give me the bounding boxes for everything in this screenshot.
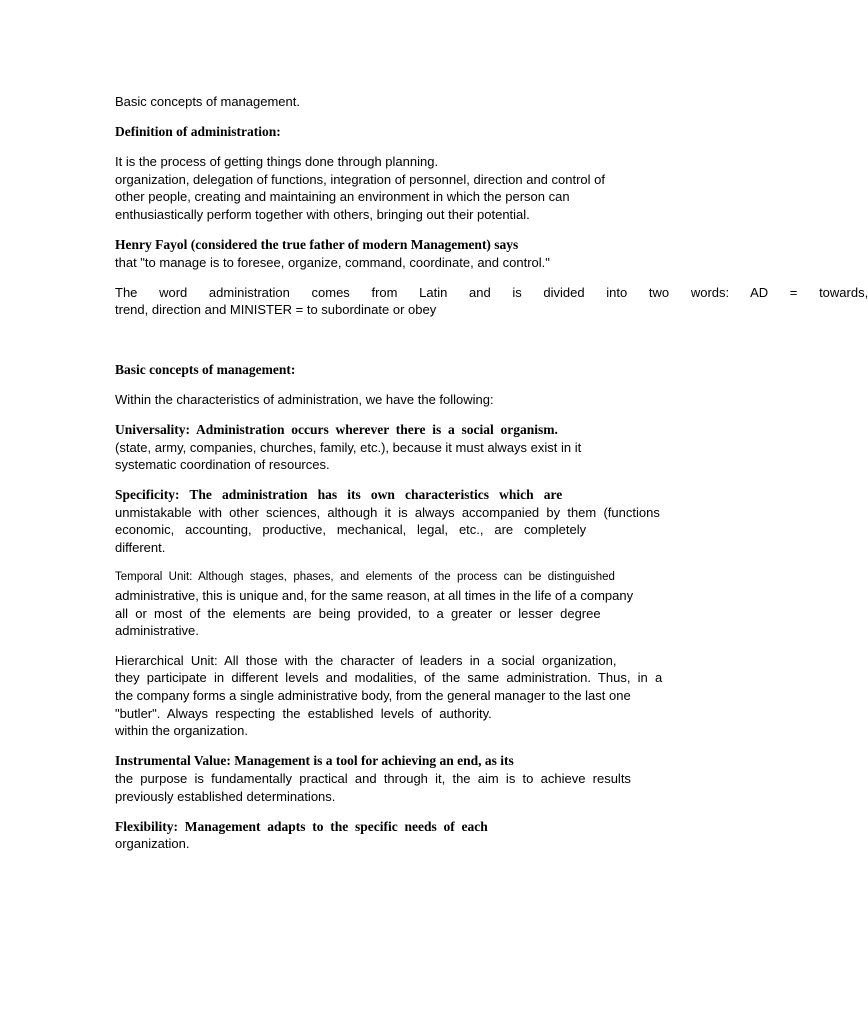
temporal-unit-line-4: administrative. (115, 623, 199, 638)
definition-heading: Definition of administration: (115, 124, 281, 139)
flexibility-heading: Flexibility: Management adapts to the specific needs of each (115, 819, 488, 834)
hierarchical-unit-line-1: Hierarchical Unit: All those with the character of leaders in a social organization, (115, 653, 617, 668)
temporal-unit-line-2: administrative, this is unique and, for the same reason, at all times in the life of a company (115, 588, 634, 603)
hierarchical-unit-line-2: they participate in different levels and modalities, of the same administration. Thus, in a (115, 670, 663, 685)
universality-line-1: (state, army, companies, churches, family, etc.), because it must always exist in it (115, 440, 582, 455)
hierarchical-unit-line-3: the company forms a single administrative body, from the general manager to the last one (115, 688, 631, 703)
definition-line-4: enthusiastically perform together with others, bringing out their potential. (115, 207, 530, 222)
instrumental-value-line-1: the purpose is fundamentally practical and through it, the aim is to achieve results (115, 771, 631, 786)
concepts-heading: Basic concepts of management: (115, 362, 296, 377)
word-origin-line-1: The word administration comes from Latin and is divided into two words: AD = towards, (115, 285, 868, 300)
instrumental-value-line-2: previously established determinations. (115, 789, 336, 804)
fayol-heading: Henry Fayol (considered the true father of modern Management) says (115, 237, 519, 252)
definition-line-1: It is the process of getting things done through planning. (115, 154, 439, 169)
specificity-heading: Specificity: The administration has its own characteristics which are (115, 487, 563, 502)
universality-heading: Universality: Administration occurs wherever there is a social organism. (115, 422, 558, 437)
word-origin-line-2: trend, direction and MINISTER = to subordinate or obey (115, 302, 437, 317)
universality-line-2: systematic coordination of resources. (115, 457, 330, 472)
definition-line-3: other people, creating and maintaining an environment in which the person can (115, 189, 570, 204)
definition-line-2: organization, delegation of functions, integration of personnel, direction and control of (115, 172, 605, 187)
flexibility-line-1: organization. (115, 836, 190, 851)
specificity-line-3: different. (115, 540, 166, 555)
temporal-unit-line-3: all or most of the elements are being provided, to a greater or lesser degree (115, 606, 601, 621)
characteristics-intro: Within the characteristics of administration, we have the following: (115, 392, 494, 407)
temporal-unit-line-1: Temporal Unit: Although stages, phases, and elements of the process can be distinguished (115, 571, 615, 583)
intro-heading: Basic concepts of management. (115, 94, 300, 109)
instrumental-value-heading: Instrumental Value: Management is a tool for achieving an end, as its (115, 753, 514, 768)
hierarchical-unit-line-4: "butler". Always respecting the established levels of authority. (115, 706, 492, 721)
fayol-quote: that "to manage is to foresee, organize, command, coordinate, and control." (115, 255, 550, 270)
specificity-line-2: economic, accounting, productive, mechanical, legal, etc., are completely (115, 522, 587, 537)
hierarchical-unit-line-5: within the organization. (115, 723, 248, 738)
specificity-line-1: unmistakable with other sciences, although it is always accompanied by them (functions (115, 505, 660, 520)
